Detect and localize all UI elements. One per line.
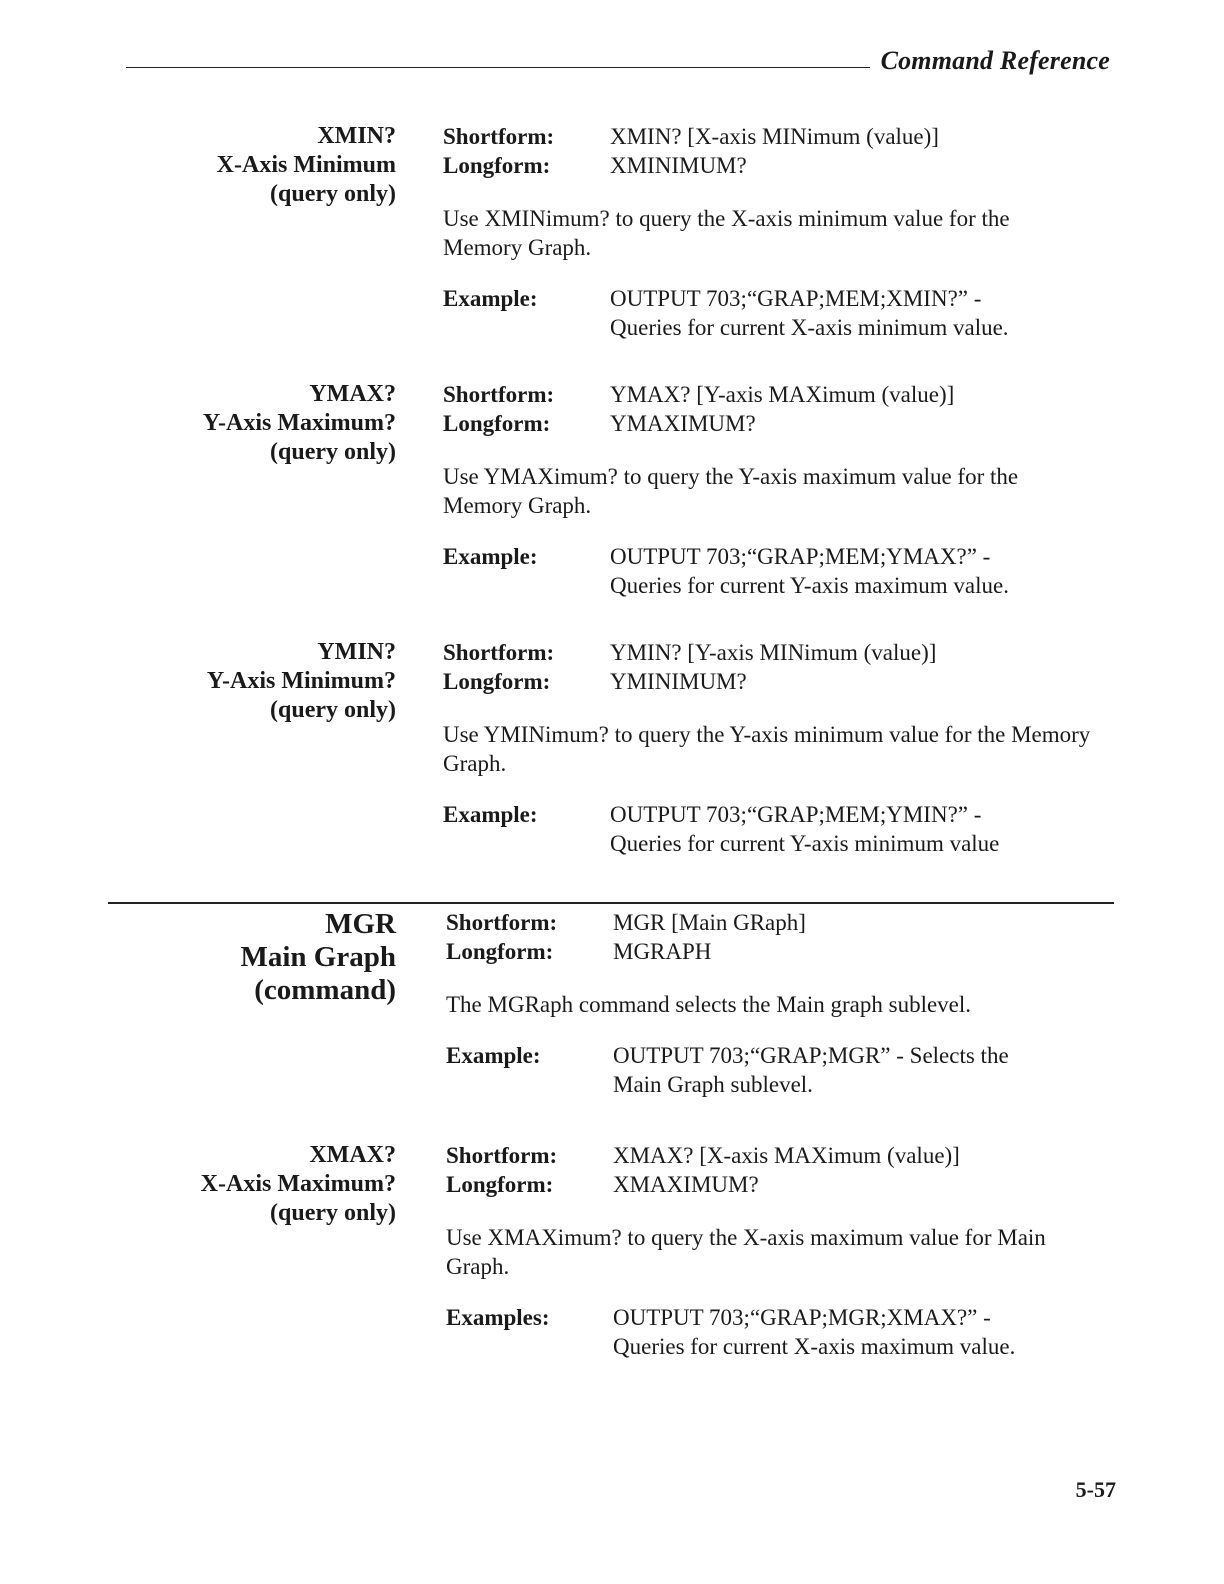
command-title: X-Axis Maximum? [200, 1171, 396, 1197]
entry-heading [203, 380, 396, 467]
entry-body [443, 638, 1123, 858]
longform-value: YMINIMUM? [610, 669, 747, 694]
longform-value: YMAXIMUM? [610, 411, 756, 436]
command-kind: (query only) [270, 697, 396, 723]
example-explanation: Queries for current X-axis minimum value. [610, 315, 1009, 340]
shortform-value: YMAX? [Y-axis MAXimum (value)] [610, 382, 955, 407]
section-divider [108, 902, 1114, 904]
description: Use XMAXimum? to query the X-axis maximum value for Main Graph. [446, 1225, 1046, 1279]
entry-body [446, 908, 1126, 1099]
shortform-label: Shortform: [443, 382, 555, 407]
example-code: OUTPUT 703;“GRAP;MEM;YMAX?” - [610, 544, 991, 569]
description: Use XMINimum? to query the X-axis minimum value for the Memory Graph. [443, 206, 1010, 260]
shortform-value: MGR [Main GRaph] [613, 910, 806, 935]
entry-body [443, 380, 1123, 600]
longform-label: Longform: [443, 411, 551, 436]
entry-heading [207, 638, 396, 725]
description: The MGRaph command selects the Main graph sublevel. [446, 992, 972, 1017]
command-name: XMIN? [317, 123, 396, 149]
description: Use YMINimum? to query the Y-axis minimum value for the Memory Graph. [443, 722, 1091, 776]
example-explanation: Main Graph sublevel. [613, 1072, 813, 1097]
example-explanation: Queries for current Y-axis maximum value. [610, 573, 1009, 598]
example-label: Example: [443, 286, 538, 311]
example-label: Example: [443, 544, 538, 569]
shortform-value: YMIN? [Y-axis MINimum (value)] [610, 640, 937, 665]
page-header-title: Command Reference [880, 46, 1110, 75]
example-code: OUTPUT 703;“GRAP;MGR” - Selects the [613, 1043, 1009, 1068]
description: Use YMAXimum? to query the Y-axis maximum value for the Memory Graph. [443, 464, 1019, 518]
example-label: Examples: [446, 1305, 550, 1330]
page-number: 5-57 [1075, 1477, 1116, 1502]
command-kind: (query only) [270, 181, 396, 207]
longform-value: XMAXIMUM? [613, 1172, 759, 1197]
shortform-value: XMAX? [X-axis MAXimum (value)] [613, 1143, 960, 1168]
command-title: Main Graph [240, 941, 396, 973]
command-name: MGR [325, 908, 396, 940]
example-explanation: Queries for current X-axis maximum value. [613, 1334, 1016, 1359]
entry-body [443, 122, 1123, 342]
command-name: YMIN? [317, 639, 396, 665]
longform-value: XMINIMUM? [610, 153, 747, 178]
entry-heading [201, 1141, 396, 1228]
example-label: Example: [443, 802, 538, 827]
longform-value: MGRAPH [613, 939, 712, 964]
longform-label: Longform: [443, 153, 551, 178]
command-title: Y-Axis Maximum? [202, 410, 396, 436]
longform-label: Longform: [446, 1172, 554, 1197]
header-rule [126, 67, 870, 68]
entry-heading [241, 908, 397, 1007]
entry-body [446, 1141, 1126, 1361]
shortform-label: Shortform: [446, 1143, 558, 1168]
command-title: X-Axis Minimum [216, 152, 396, 178]
example [443, 800, 1123, 858]
example [443, 284, 1123, 342]
example [446, 1041, 1126, 1099]
shortform-label: Shortform: [446, 910, 558, 935]
command-kind: (command) [254, 974, 396, 1006]
example-explanation: Queries for current Y-axis minimum value [610, 831, 1000, 856]
command-name: YMAX? [309, 381, 396, 407]
example [446, 1303, 1126, 1361]
example-label: Example: [446, 1043, 541, 1068]
example-code: OUTPUT 703;“GRAP;MEM;XMIN?” - [610, 286, 982, 311]
example-code: OUTPUT 703;“GRAP;MGR;XMAX?” - [613, 1305, 991, 1330]
command-title: Y-Axis Minimum? [206, 668, 396, 694]
command-name: XMAX? [309, 1142, 396, 1168]
command-kind: (query only) [270, 1200, 396, 1226]
shortform-label: Shortform: [443, 124, 555, 149]
example [443, 542, 1123, 600]
shortform-label: Shortform: [443, 640, 555, 665]
shortform-value: XMIN? [X-axis MINimum (value)] [610, 124, 939, 149]
longform-label: Longform: [446, 939, 554, 964]
longform-label: Longform: [443, 669, 551, 694]
entry-heading [217, 122, 396, 209]
command-kind: (query only) [270, 439, 396, 465]
example-code: OUTPUT 703;“GRAP;MEM;YMIN?” - [610, 802, 982, 827]
